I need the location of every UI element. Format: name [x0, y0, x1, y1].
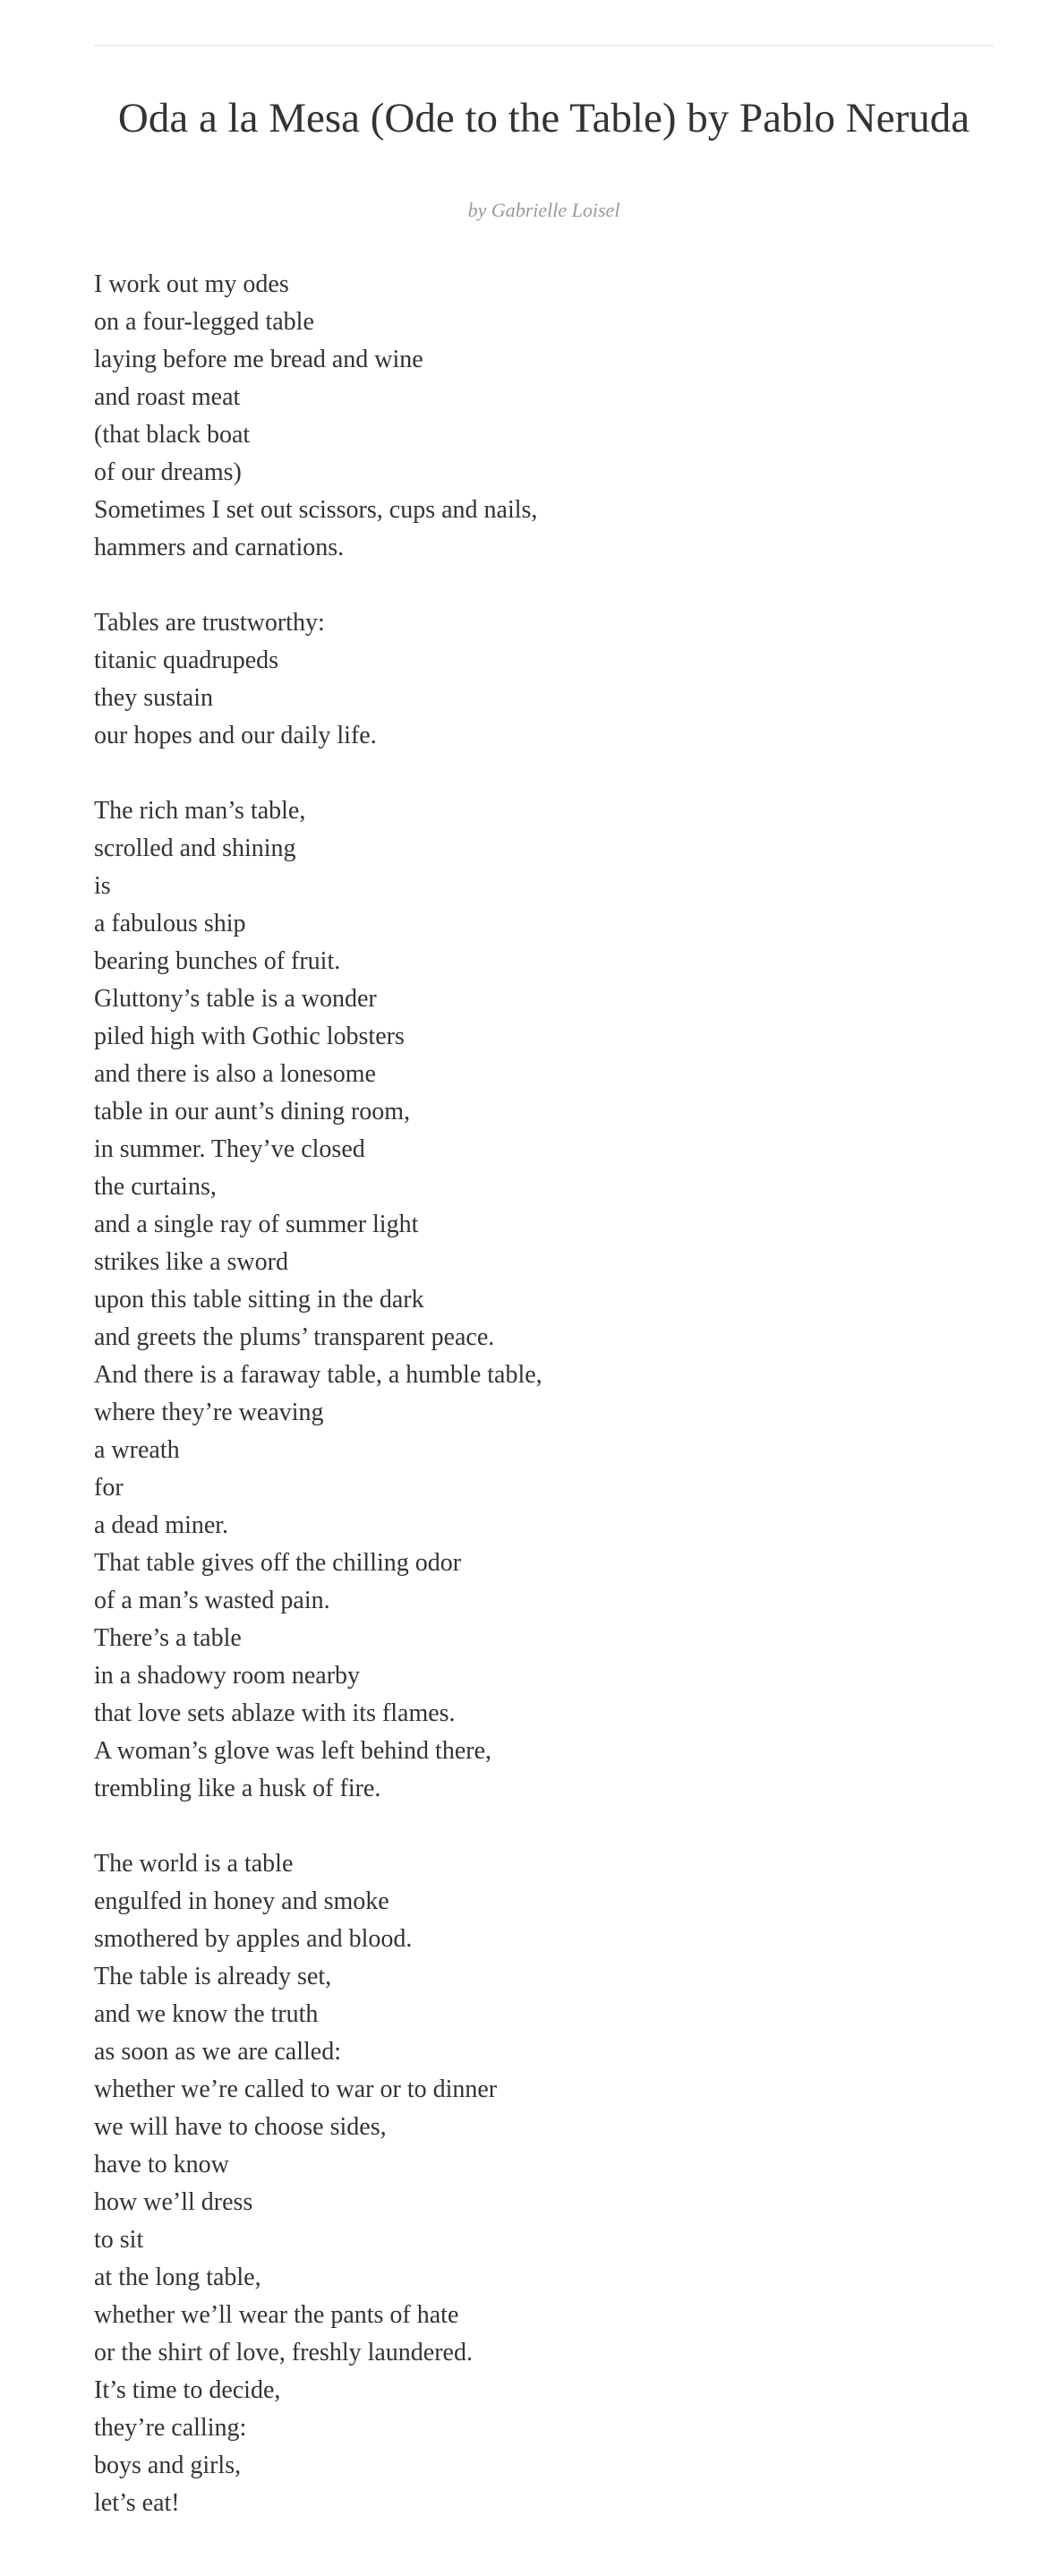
poem-line: a dead miner. — [94, 1511, 229, 1539]
poem-line: have to know — [94, 2151, 229, 2178]
poem-line: and a single ray of summer light — [94, 1211, 419, 1238]
poem-line: is — [94, 872, 111, 900]
poem-line: smothered by apples and blood. — [94, 1925, 413, 1953]
poem-line: The table is already set, — [94, 1963, 332, 1990]
poem-line: I work out my odes — [94, 270, 289, 298]
poem-line: that love sets ablaze with its flames. — [94, 1699, 456, 1727]
poem-line: in a shadowy room nearby — [94, 1662, 361, 1690]
poem-line: laying before me bread and wine — [94, 346, 423, 373]
poem-line: And there is a faraway table, a humble table, — [94, 1361, 542, 1389]
poem-line: and roast meat — [94, 383, 241, 411]
poem-line: they’re calling: — [94, 2414, 247, 2442]
author-byline: by Gabrielle Loisel — [467, 199, 620, 221]
poem-line: of our dreams) — [94, 458, 242, 486]
poem-line: the curtains, — [94, 1173, 217, 1201]
poem-line: whether we’ll wear the pants of hate — [94, 2301, 459, 2329]
poem-line: titanic quadrupeds — [94, 646, 279, 674]
poem-body — [94, 266, 994, 2560]
poem-line: There’s a table — [94, 1624, 242, 1652]
poem-line: they sustain — [94, 684, 213, 712]
poem-line: and there is also a lonesome — [94, 1060, 376, 1088]
poem-line: Tables are trustworthy: — [94, 609, 325, 637]
poem-stanza — [94, 266, 994, 567]
poem-line: bearing bunches of fruit. — [94, 947, 341, 975]
poem-line: trembling like a husk of fire. — [94, 1775, 381, 1802]
header-divider — [94, 45, 994, 47]
poem-line: strikes like a sword — [94, 1248, 288, 1276]
poem-line: That table gives off the chilling odor — [94, 1549, 462, 1577]
poem-line: whether we’re called to war or to dinner — [94, 2075, 498, 2103]
poem-stanza — [94, 792, 994, 1808]
poem-line: and we know the truth — [94, 2000, 319, 2028]
poem-line: a wreath — [94, 1436, 180, 1464]
poem-line: engulfed in honey and smoke — [94, 1887, 389, 1915]
poem-line: let’s eat! — [94, 2489, 180, 2517]
poem-stanza — [94, 604, 994, 755]
poem-line: or the shirt of love, freshly laundered. — [94, 2339, 473, 2366]
poem-line: boys and girls, — [94, 2452, 242, 2479]
poem-line: our hopes and our daily life. — [94, 722, 377, 749]
poem-line: a fabulous ship — [94, 910, 246, 937]
poem-line: how we’ll dress — [94, 2188, 253, 2216]
poem-line: Gluttony’s table is a wonder — [94, 985, 377, 1013]
poem-line: to sit — [94, 2226, 144, 2254]
poem-line: The world is a table — [94, 1850, 294, 1878]
poem-line: at the long table, — [94, 2264, 261, 2291]
page-title: Oda a la Mesa (Ode to the Table) by Pablo Neruda — [117, 95, 970, 141]
poem-line: scrolled and shining — [94, 834, 296, 862]
poem-line: Sometimes I set out scissors, cups and nails, — [94, 496, 538, 524]
poem-line: The rich man’s table, — [94, 797, 306, 825]
poem-line: as soon as we are called: — [94, 2038, 341, 2066]
poem-line: where they’re weaving — [94, 1399, 324, 1426]
poem-line: on a four-legged table — [94, 308, 314, 336]
poem-line: of a man’s wasted pain. — [94, 1587, 330, 1614]
poem-line: we will have to choose sides, — [94, 2113, 387, 2141]
poem-line: in summer. They’ve closed — [94, 1135, 365, 1163]
poem-line: It’s time to decide, — [94, 2376, 281, 2404]
poem-stanza — [94, 1845, 994, 2522]
poem-line: for — [94, 1474, 124, 1502]
poem-line: hammers and carnations. — [94, 534, 345, 561]
poem-line: and greets the plums’ transparent peace. — [94, 1323, 495, 1351]
poem-line: table in our aunt’s dining room, — [94, 1098, 411, 1125]
poem-line: (that black boat — [94, 421, 251, 449]
poem-line: piled high with Gothic lobsters — [94, 1023, 405, 1050]
poem-line: A woman’s glove was left behind there, — [94, 1737, 492, 1765]
poem-line: upon this table sitting in the dark — [94, 1286, 424, 1314]
